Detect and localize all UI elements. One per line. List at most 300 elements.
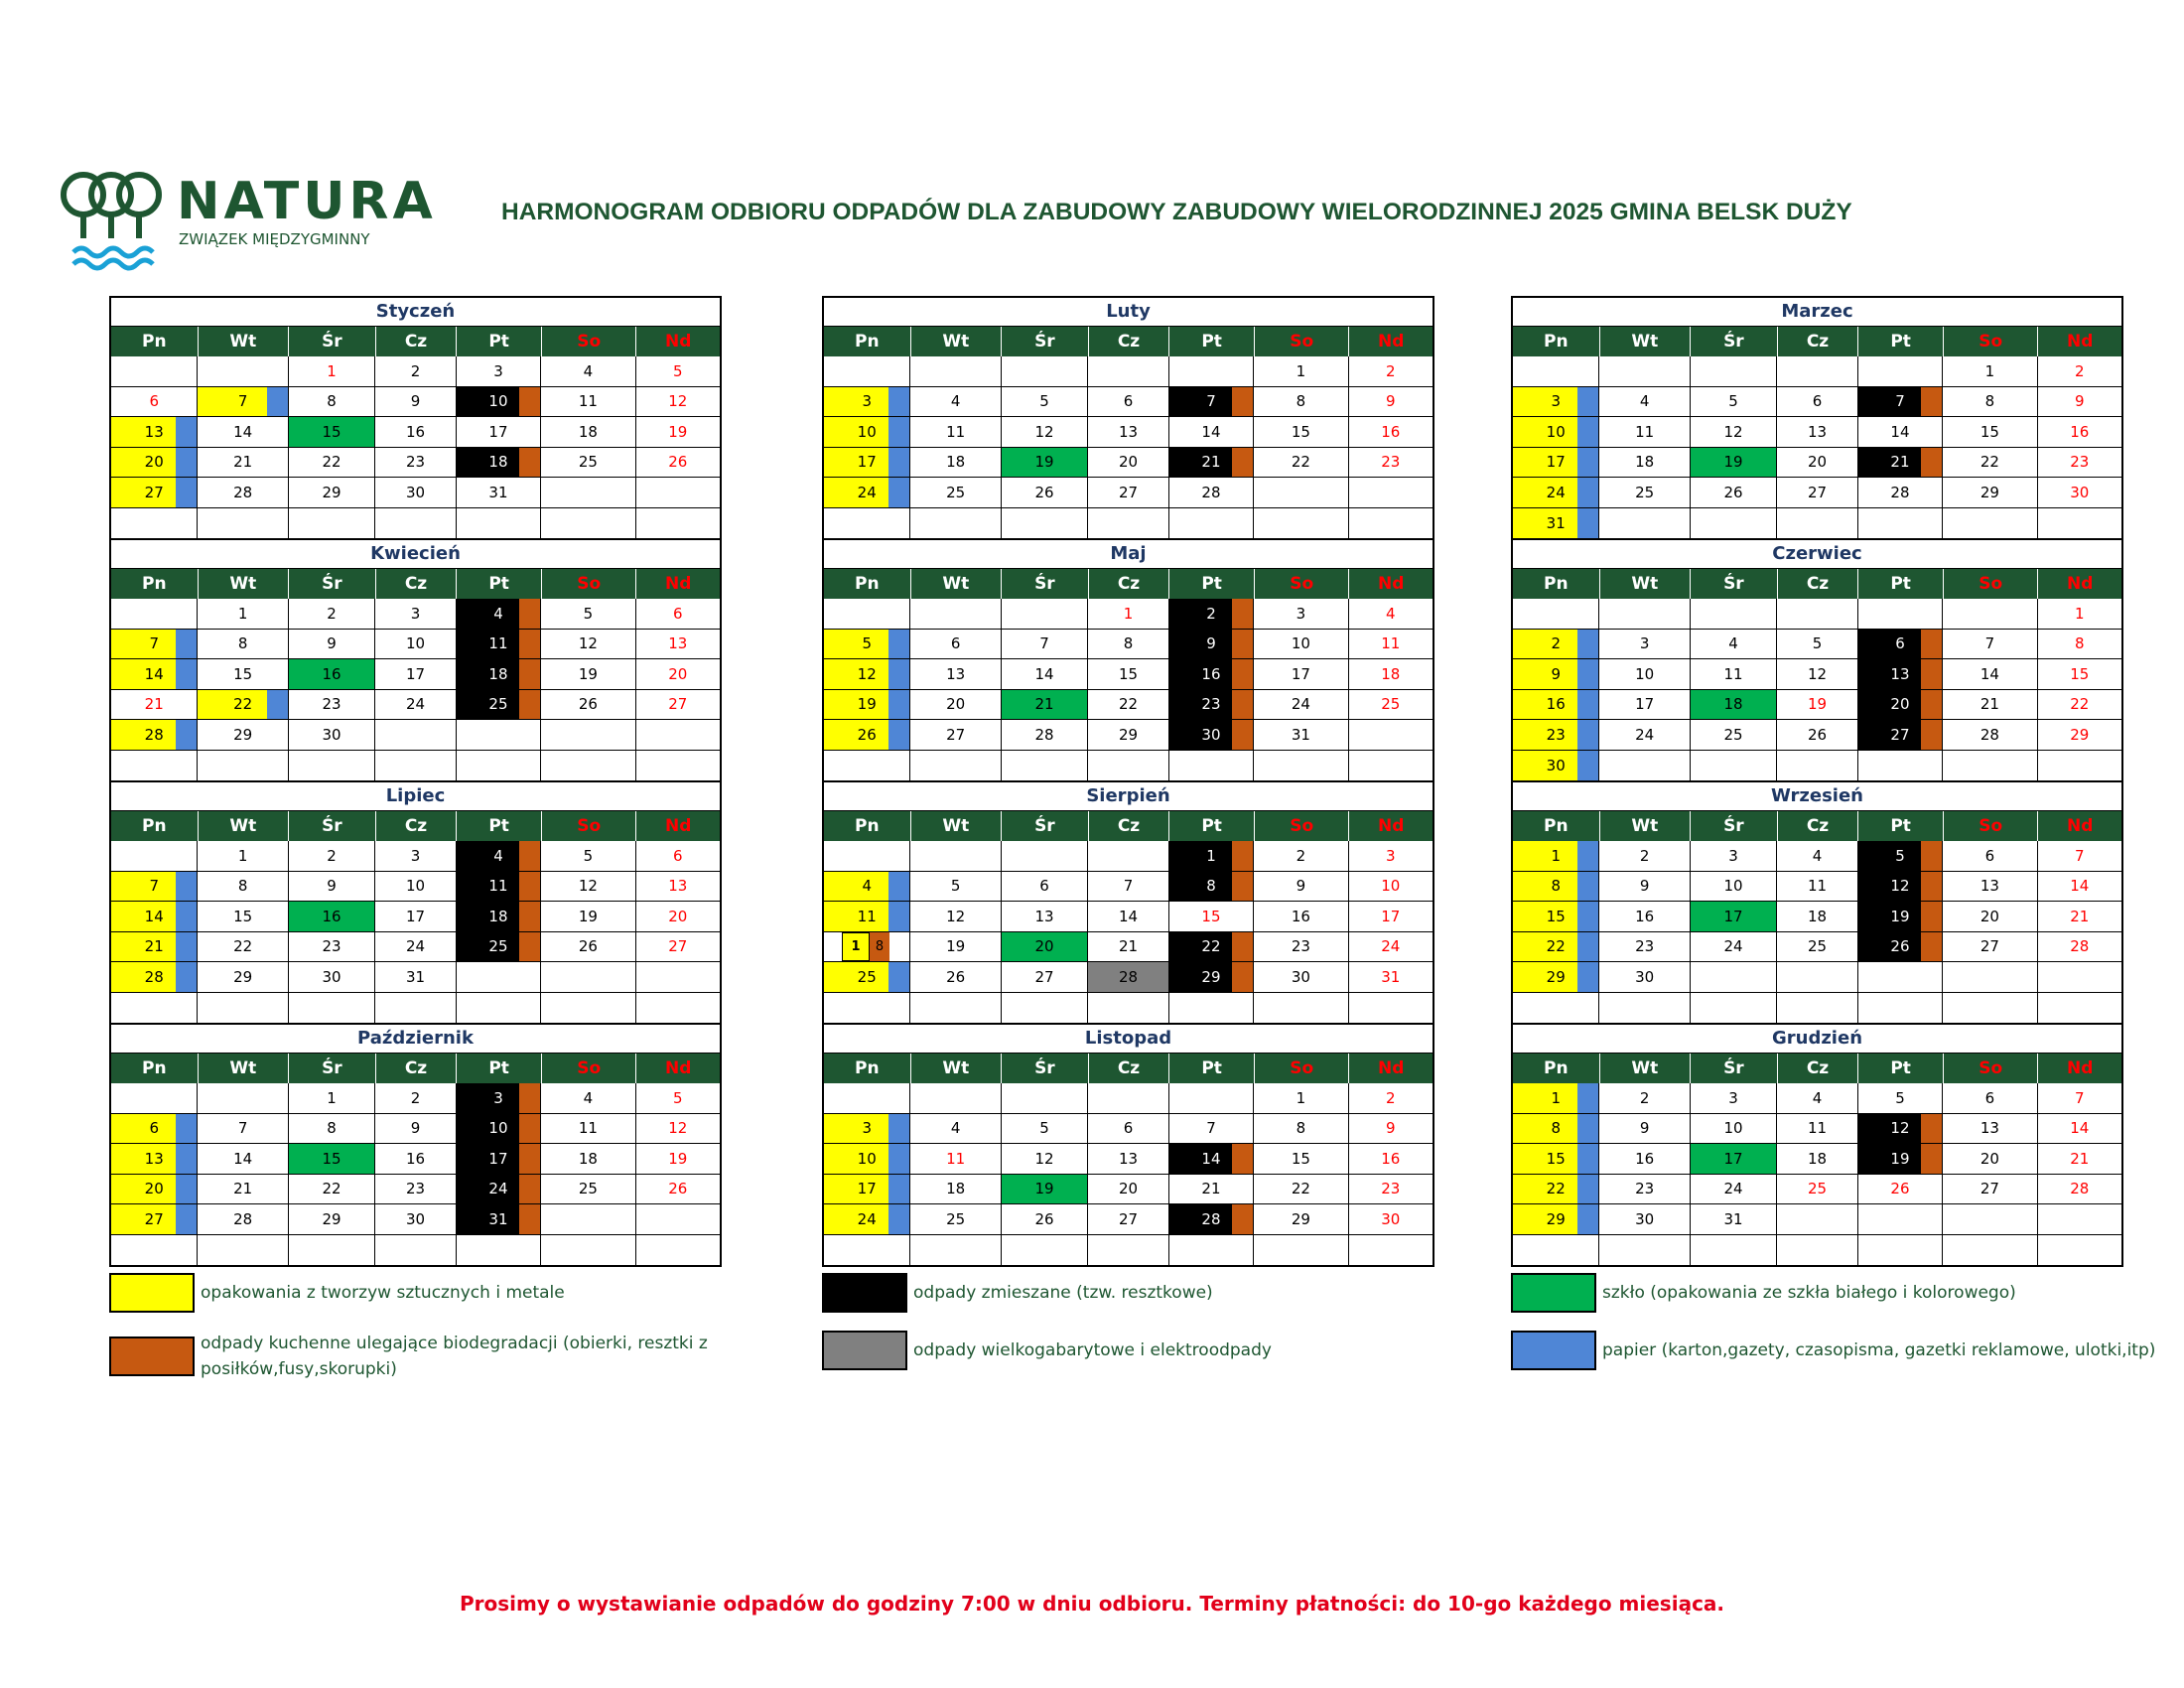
day-cell — [1088, 993, 1168, 1024]
day-cell — [1777, 1114, 1857, 1145]
day-cell — [198, 1235, 288, 1266]
legend-item — [109, 1331, 745, 1382]
day-cell — [824, 478, 910, 508]
day-number: 28 — [144, 725, 164, 744]
week-row — [824, 417, 1433, 448]
day-number: 1 — [1984, 361, 1995, 380]
day-number: 12 — [946, 907, 966, 925]
day-cell — [1599, 659, 1690, 690]
day-number: 6 — [950, 634, 961, 653]
legend-item — [1511, 1273, 2016, 1313]
day-number: 27 — [144, 483, 164, 501]
week-row — [824, 356, 1433, 387]
week-row — [111, 630, 720, 660]
month-table — [1511, 296, 2123, 540]
day-number: 9 — [327, 877, 337, 896]
day-cell — [375, 872, 456, 903]
day-number: 29 — [1118, 725, 1139, 744]
day-number: 18 — [578, 1149, 598, 1168]
day-cell — [1169, 1083, 1254, 1114]
day-cell — [910, 417, 1001, 448]
day-number: 22 — [1546, 937, 1566, 956]
day-cell — [910, 448, 1001, 479]
day-number: 21 — [1979, 695, 1999, 714]
month-calendar — [109, 538, 722, 782]
weekday-label: Nd — [2067, 332, 2094, 352]
day-cell — [1254, 902, 1348, 932]
day-number: 11 — [488, 877, 508, 896]
day-number: 14 — [1201, 1149, 1221, 1168]
day-cell — [824, 720, 910, 751]
weekday-label: Wt — [199, 811, 290, 841]
day-cell — [1599, 599, 1690, 630]
day-cell — [198, 872, 288, 903]
day-number: 11 — [578, 1119, 598, 1138]
day-cell — [289, 1235, 375, 1266]
day-cell — [824, 751, 910, 781]
day-cell — [1599, 872, 1690, 903]
day-number: 29 — [1291, 1209, 1310, 1228]
day-number: 21 — [1118, 937, 1139, 956]
day-number: 20 — [144, 453, 164, 472]
day-number: 19 — [578, 907, 598, 925]
week-row — [111, 1144, 720, 1175]
weekday-label: Cz — [1089, 1054, 1170, 1083]
day-number: 20 — [668, 664, 688, 683]
day-cell — [1777, 993, 1857, 1024]
legend-label: odpady kuchenne ulegające biodegradacji (obierki, resztki z posiłków,fusy,skorupki) — [201, 1334, 708, 1379]
legend-label: papier (karton,gazety, czasopisma, gazetki reklamowe, ulotki,itp) — [1602, 1340, 2156, 1360]
day-cell — [289, 1204, 375, 1235]
day-number: 19 — [1034, 1180, 1054, 1198]
day-cell — [1858, 872, 1943, 903]
day-cell — [111, 659, 198, 690]
day-number: 3 — [410, 846, 421, 865]
day-cell — [198, 1144, 288, 1175]
week-row — [1513, 599, 2121, 630]
day-cell — [1943, 630, 2037, 660]
day-cell — [1002, 962, 1088, 993]
day-number: 6 — [1984, 846, 1995, 865]
day-number: 20 — [1890, 695, 1910, 714]
day-cell — [1002, 751, 1088, 781]
day-cell — [1599, 1204, 1690, 1235]
day-cell — [1169, 448, 1254, 479]
weekday-label: Śr — [1002, 569, 1089, 599]
day-number: 9 — [410, 1119, 421, 1138]
day-cell — [1002, 690, 1088, 721]
day-number: 6 — [1123, 1119, 1134, 1138]
day-cell — [375, 356, 456, 387]
day-number: 27 — [1118, 1209, 1139, 1228]
day-cell — [1777, 751, 1857, 781]
day-cell — [1858, 690, 1943, 721]
day-cell — [910, 1144, 1001, 1175]
day-number: 24 — [1723, 1180, 1743, 1198]
day-cell — [1254, 356, 1348, 387]
week-row — [1513, 872, 2121, 903]
day-cell — [1943, 841, 2037, 872]
day-cell — [1254, 993, 1348, 1024]
day-cell — [1169, 902, 1254, 932]
day-cell — [541, 962, 635, 993]
day-cell — [1169, 841, 1254, 872]
day-cell — [1943, 751, 2037, 781]
week-row — [1513, 1175, 2121, 1205]
day-cell — [1943, 1235, 2037, 1266]
day-cell — [198, 508, 288, 539]
day-number: 24 — [1381, 937, 1401, 956]
day-cell — [111, 751, 198, 781]
day-cell — [636, 751, 720, 781]
day-cell — [541, 690, 635, 721]
week-row — [1513, 659, 2121, 690]
day-cell — [910, 1083, 1001, 1114]
day-number: 23 — [1635, 937, 1655, 956]
day-number: 7 — [237, 392, 248, 411]
day-number: 9 — [1206, 634, 1216, 653]
day-number: 4 — [1639, 392, 1650, 411]
day-number: 7 — [1206, 392, 1216, 411]
day-cell — [375, 751, 456, 781]
day-cell — [1513, 751, 1599, 781]
day-cell — [1088, 872, 1168, 903]
logo-text: NATURA — [177, 172, 437, 231]
day-number: 18 — [946, 453, 966, 472]
weekday-label: So — [542, 811, 636, 841]
day-cell — [1691, 387, 1777, 418]
day-number: 13 — [1118, 1149, 1139, 1168]
day-number: 26 — [578, 695, 598, 714]
day-cell — [289, 993, 375, 1024]
day-number: 7 — [2075, 846, 2085, 865]
day-cell — [1002, 932, 1088, 963]
day-cell — [1254, 508, 1348, 539]
day-number: 18 — [1807, 907, 1828, 925]
weekday-header — [111, 569, 720, 599]
weekday-header — [824, 1054, 1433, 1083]
day-cell — [375, 1235, 456, 1266]
day-number: 5 — [950, 877, 961, 896]
day-number: 28 — [1979, 725, 1999, 744]
day-cell — [111, 448, 198, 479]
month-calendar — [822, 1023, 1434, 1267]
day-cell — [2038, 1114, 2121, 1145]
day-number: 11 — [946, 1149, 966, 1168]
day-cell — [1777, 932, 1857, 963]
day-cell — [289, 751, 375, 781]
day-cell — [1943, 356, 2037, 387]
day-number: 13 — [1979, 877, 1999, 896]
day-number: 9 — [1386, 1119, 1396, 1138]
day-number: 12 — [1890, 1119, 1910, 1138]
day-number: 28 — [1890, 483, 1910, 501]
day-number: 17 — [1723, 1149, 1743, 1168]
week-row — [111, 993, 720, 1024]
day-cell — [457, 659, 541, 690]
day-cell — [2038, 902, 2121, 932]
weekday-label: Wt — [1600, 569, 1692, 599]
day-cell — [541, 599, 635, 630]
weekday-label: Nd — [2067, 1058, 2094, 1078]
day-number: 10 — [1635, 664, 1655, 683]
day-cell — [1599, 690, 1690, 721]
day-cell — [1777, 478, 1857, 508]
day-cell — [1002, 356, 1088, 387]
weekday-label: So — [542, 327, 636, 356]
day-cell — [1858, 387, 1943, 418]
day-cell — [1088, 508, 1168, 539]
day-number: 24 — [1546, 483, 1566, 501]
day-cell — [1777, 508, 1857, 539]
day-number: 25 — [578, 1180, 598, 1198]
day-cell — [375, 417, 456, 448]
day-number: 14 — [233, 1149, 253, 1168]
month-table — [822, 296, 1434, 540]
week-row — [824, 1114, 1433, 1145]
day-cell — [1777, 659, 1857, 690]
day-number: 29 — [322, 483, 341, 501]
legend-swatch — [109, 1336, 195, 1376]
day-cell — [375, 659, 456, 690]
weekday-label: Pn — [1513, 1054, 1600, 1083]
day-number: 26 — [1034, 483, 1054, 501]
day-cell — [289, 387, 375, 418]
day-cell — [1513, 1114, 1599, 1145]
day-cell — [457, 1083, 541, 1114]
day-number: 29 — [2070, 725, 2090, 744]
day-number: 6 — [1123, 392, 1134, 411]
day-cell — [1858, 630, 1943, 660]
weekday-label: Pn — [824, 569, 911, 599]
day-cell — [1858, 932, 1943, 963]
day-cell — [2038, 932, 2121, 963]
day-cell — [289, 478, 375, 508]
day-number: 30 — [1635, 1209, 1655, 1228]
week-row — [111, 1204, 720, 1235]
day-number: 27 — [668, 695, 688, 714]
day-cell — [910, 356, 1001, 387]
day-number: 22 — [233, 695, 253, 714]
day-number: 24 — [857, 1209, 877, 1228]
day-number: 12 — [1890, 877, 1910, 896]
day-cell — [1691, 478, 1777, 508]
day-number: 2 — [1639, 846, 1650, 865]
day-cell — [1088, 720, 1168, 751]
day-number: 21 — [2070, 1149, 2090, 1168]
day-cell — [1599, 1083, 1690, 1114]
day-number: 21 — [233, 453, 253, 472]
day-number: 22 — [2070, 695, 2090, 714]
legend-swatch — [1511, 1273, 1596, 1313]
day-number: 14 — [1201, 422, 1221, 441]
day-number: 27 — [1118, 483, 1139, 501]
day-cell — [910, 841, 1001, 872]
day-cell — [1777, 417, 1857, 448]
week-row — [111, 417, 720, 448]
day-cell — [375, 1204, 456, 1235]
day-number: 8 — [1551, 1119, 1561, 1138]
day-cell — [1002, 630, 1088, 660]
month-calendar — [1511, 780, 2123, 1025]
day-cell — [375, 387, 456, 418]
week-row — [824, 690, 1433, 721]
day-cell — [824, 932, 910, 963]
day-number: 19 — [1034, 453, 1054, 472]
weekday-label: Wt — [199, 569, 290, 599]
day-number: 4 — [493, 846, 503, 865]
day-cell — [636, 872, 720, 903]
day-cell — [1777, 630, 1857, 660]
day-number: 4 — [1812, 846, 1823, 865]
day-number: 22 — [1979, 453, 1999, 472]
weekday-label: Nd — [2067, 574, 2094, 594]
day-number: 15 — [1979, 422, 1999, 441]
day-number: 10 — [1546, 422, 1566, 441]
day-number: 11 — [1635, 422, 1655, 441]
day-number: 9 — [410, 392, 421, 411]
day-number: 7 — [1123, 877, 1134, 896]
day-cell — [289, 448, 375, 479]
day-cell — [457, 932, 541, 963]
day-cell — [1349, 508, 1433, 539]
day-number: 23 — [1201, 695, 1221, 714]
day-cell — [375, 993, 456, 1024]
day-number: 27 — [668, 937, 688, 956]
day-cell — [1513, 387, 1599, 418]
week-row — [111, 478, 720, 508]
day-number: 11 — [578, 392, 598, 411]
day-cell — [1777, 1083, 1857, 1114]
day-cell — [289, 630, 375, 660]
day-cell — [636, 356, 720, 387]
day-cell — [1088, 1144, 1168, 1175]
day-number: 2 — [2075, 361, 2085, 380]
day-number: 17 — [405, 907, 426, 925]
day-cell — [1691, 720, 1777, 751]
day-number: 17 — [1723, 907, 1743, 925]
day-cell — [824, 659, 910, 690]
week-row — [111, 1114, 720, 1145]
day-number: 8 — [1551, 877, 1561, 896]
day-number: 21 — [1034, 695, 1054, 714]
weekday-label: Nd — [1378, 816, 1405, 836]
day-cell — [111, 962, 198, 993]
day-cell — [1943, 599, 2037, 630]
day-number: 16 — [1635, 907, 1655, 925]
week-row — [824, 902, 1433, 932]
day-cell — [375, 690, 456, 721]
day-number: 31 — [1546, 513, 1566, 532]
day-cell — [111, 902, 198, 932]
weekday-label: Pt — [1169, 327, 1255, 356]
day-number: 23 — [1635, 1180, 1655, 1198]
weekday-header — [111, 811, 720, 841]
day-cell — [1777, 902, 1857, 932]
day-number: 29 — [322, 1209, 341, 1228]
day-number: 22 — [1118, 695, 1139, 714]
day-cell — [1858, 599, 1943, 630]
day-number: 31 — [488, 483, 508, 501]
day-cell — [910, 872, 1001, 903]
day-number: 13 — [1034, 907, 1054, 925]
day-number: 19 — [1890, 1149, 1910, 1168]
day-cell — [457, 902, 541, 932]
day-number: 24 — [488, 1180, 508, 1198]
day-cell — [1088, 841, 1168, 872]
day-number: 28 — [1201, 483, 1221, 501]
day-cell — [824, 630, 910, 660]
day-number: 17 — [857, 453, 877, 472]
day-cell — [198, 902, 288, 932]
day-cell — [1169, 1114, 1254, 1145]
month-name: Grudzień — [1513, 1025, 2121, 1054]
legend-label: odpady wielkogabarytowe i elektroodpady — [913, 1340, 1272, 1360]
day-cell — [910, 508, 1001, 539]
page-title: HARMONOGRAM ODBIORU ODPADÓW DLA ZABUDOWY ZABUDOWY WIELORODZINNEJ 2025 GMINA BELSK DUŻY — [501, 199, 1852, 225]
day-cell — [1599, 1175, 1690, 1205]
day-number: 30 — [405, 483, 426, 501]
day-number: 21 — [2070, 907, 2090, 925]
day-number: 22 — [322, 1180, 341, 1198]
natura-logo — [58, 159, 437, 288]
day-number: 1 — [327, 1088, 337, 1107]
day-cell — [636, 659, 720, 690]
day-number: 31 — [488, 1209, 508, 1228]
day-number: 15 — [322, 422, 341, 441]
month-name: Czerwiec — [1513, 540, 2121, 569]
day-number: 1 — [327, 361, 337, 380]
day-cell — [824, 841, 910, 872]
day-cell — [289, 417, 375, 448]
day-cell — [457, 599, 541, 630]
day-cell — [1943, 720, 2037, 751]
day-cell — [636, 448, 720, 479]
day-cell — [198, 962, 288, 993]
weekday-label: Nd — [665, 816, 692, 836]
day-cell — [1599, 932, 1690, 963]
day-cell — [541, 902, 635, 932]
weekday-label: Nd — [1378, 1058, 1405, 1078]
day-cell — [1088, 690, 1168, 721]
day-cell — [1858, 1204, 1943, 1235]
day-cell — [1088, 387, 1168, 418]
day-number: 3 — [493, 1088, 503, 1107]
day-cell — [910, 478, 1001, 508]
day-cell — [289, 841, 375, 872]
day-cell — [198, 478, 288, 508]
legend-item — [822, 1273, 1213, 1313]
month-name: Styczeń — [111, 298, 720, 327]
day-cell — [636, 387, 720, 418]
day-cell — [1349, 690, 1433, 721]
day-cell — [1088, 932, 1168, 963]
day-cell — [2038, 508, 2121, 539]
day-number: 6 — [1895, 634, 1905, 653]
day-cell — [1691, 1083, 1777, 1114]
day-number: 18 — [488, 664, 508, 683]
day-cell — [375, 720, 456, 751]
day-cell — [2038, 690, 2121, 721]
day-cell — [1691, 356, 1777, 387]
day-number: 12 — [578, 634, 598, 653]
day-cell — [1858, 508, 1943, 539]
day-cell — [457, 841, 541, 872]
weekday-label: Śr — [1691, 811, 1778, 841]
day-cell — [824, 508, 910, 539]
day-number: 29 — [1979, 483, 1999, 501]
day-cell — [375, 630, 456, 660]
